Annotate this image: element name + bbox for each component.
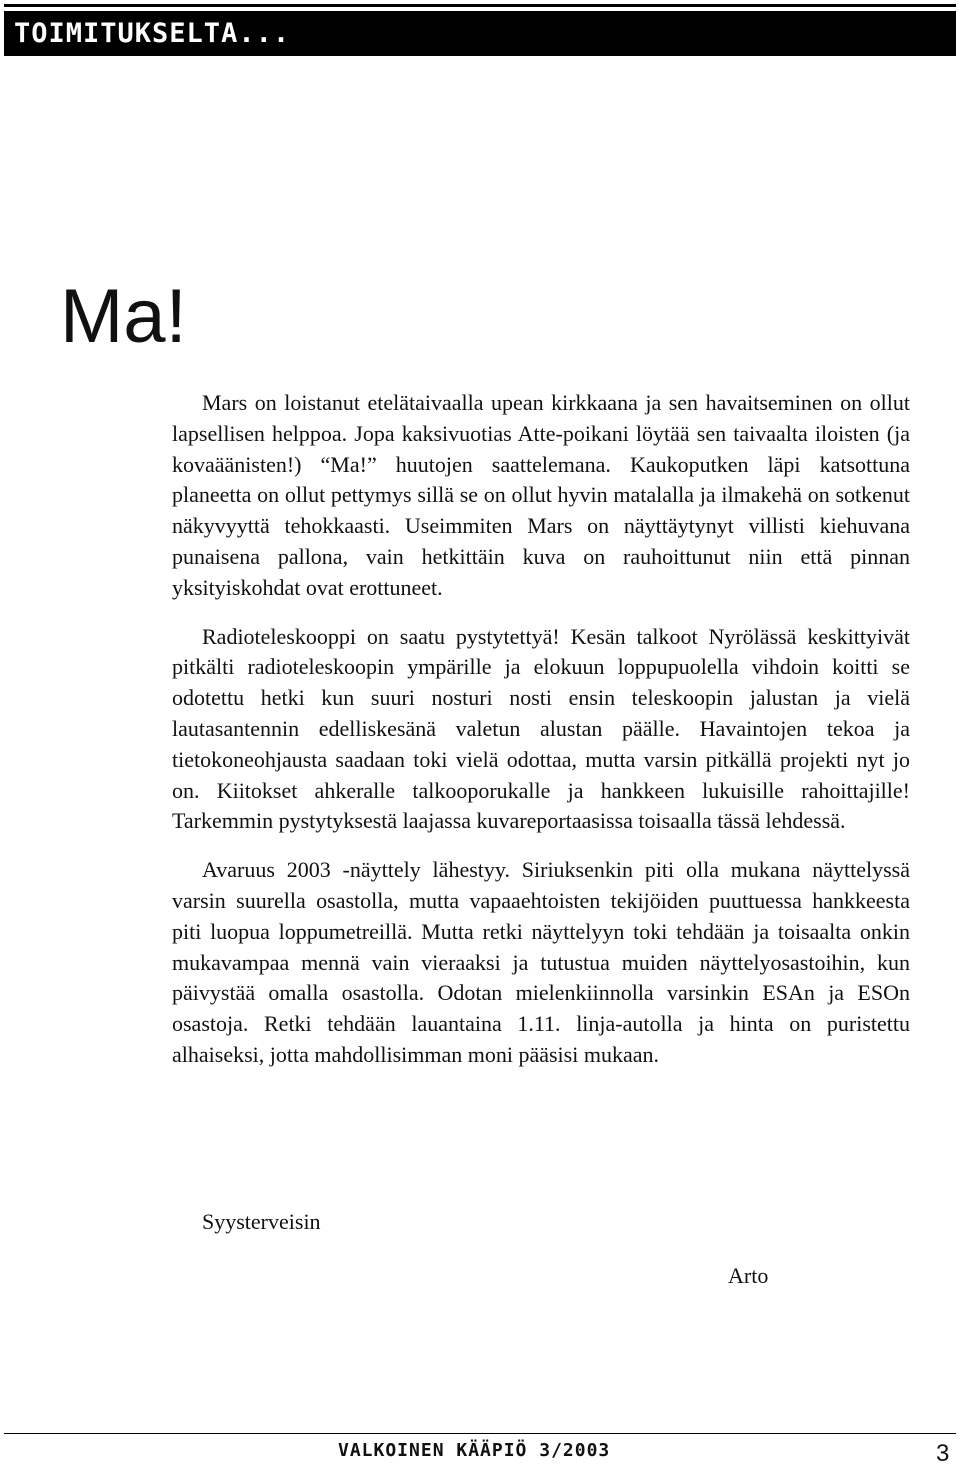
- section-title: TOIMITUKSELTA...: [14, 18, 291, 49]
- publication-footer: VALKOINEN KÄÄPIÖ 3/2003: [338, 1440, 611, 1461]
- greeting: Syysterveisin: [202, 1209, 321, 1234]
- article-title: Ma!: [60, 274, 187, 359]
- section-header: [4, 11, 956, 56]
- article-body: [172, 388, 910, 1089]
- footer-rule: [4, 1433, 956, 1434]
- paragraph-3: Avaruus 2003 -näyttely lähestyy. Siriuksenkin piti olla mukana näyttelyssä varsin suurella osastolla, mutta vapaaehtoisten tekijöiden puuttuessa hankkeesta piti luopua loppumetreillä. Mutta retki näyttelyyn toki tehdään ja toisaalta onkin mukavampaa mennä vain vieraaksi ja tutustua muiden näyttelyosastoihin, kun päivystää omalla osastolla. Odotan mielenkiinnolla varsinkin ESAn ja ESOn osastoja. Retki tehdään lauantaina 1.11. linja-autolla ja hinta on puristettu alhaiseksi, jotta mahdollisimman moni pääsisi mukaan.: [172, 857, 910, 1067]
- top-rule: [4, 4, 956, 7]
- page-number: 3: [936, 1440, 950, 1467]
- signature: Arto: [728, 1263, 769, 1288]
- paragraph-1: Mars on loistanut etelätaivaalla upean kirkkaana ja sen havaitseminen on ollut lapsellisen helppoa. Jopa kaksivuotias Atte-poikani löytää sen taivaalta iloisten (ja kovaäänisten!) “Ma!” huutojen saattelemana. Kaukoputken läpi katsottuna planeetta on ollut pettymys sillä se on ollut hyvin matalalla ja ilmakehä on sotkenut näkyvyyttä tehokkaasti. Useimmiten Mars on näyttäytynyt villisti kiehuvana punaisena pallona, vain hetkittäin kuva on rauhoittunut niin että pinnan yksityiskohdat ovat erottuneet.: [172, 390, 910, 600]
- paragraph-2: Radioteleskooppi on saatu pystytettyä! Kesän talkoot Nyrölässä keskittyivät pitkälti radioteleskoopin ympärille ja elokuun loppupuolella vihdoin koitti se odotettu hetki kun suuri nosturi nosti ensin teleskoopin jalustan ja vielä lautasantennin edelliskesänä valetun alustan päälle. Havaintojen tekoa ja tietokoneohjausta saadaan toki vielä odottaa, mutta varsin pitkällä projekti nyt jo on. Kiitokset ahkeralle talkooporukalle ja hankkeen lukuisille rahoittajille! Tarkemmin pystytyksestä laajassa kuvareportaasissa toisaalla tässä lehdessä.: [172, 623, 910, 834]
